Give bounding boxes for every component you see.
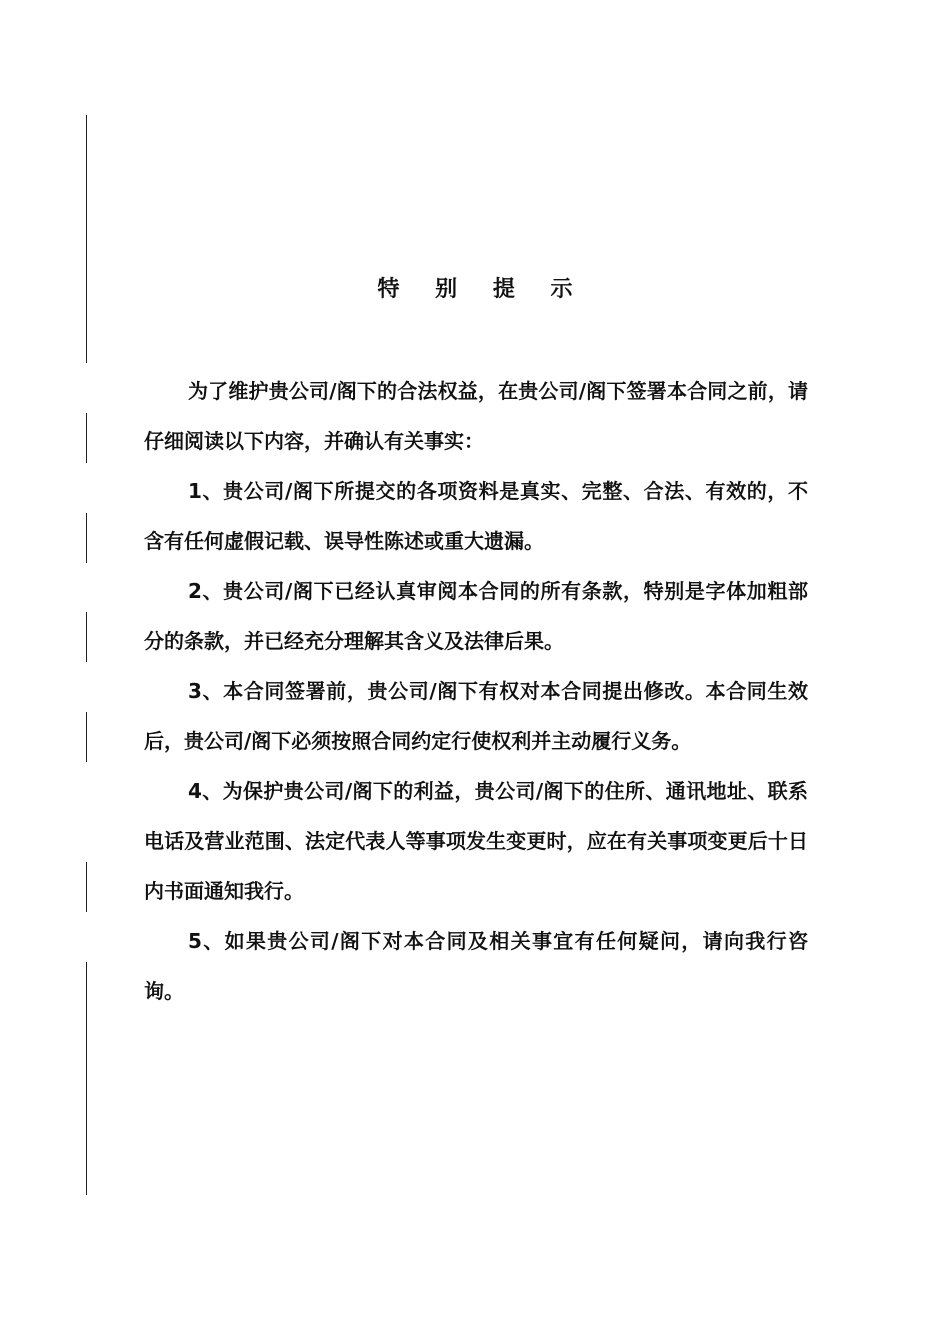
margin-line-3: [86, 513, 87, 563]
margin-line-6: [86, 862, 87, 912]
margin-line-4: [86, 612, 87, 662]
clause-4: 4、为保护贵公司/阁下的利益，贵公司/阁下的住所、通讯地址、联系电话及营业范围、法定代表人等事项发生变更时，应在有关事项变更后十日内书面通知我行。: [144, 779, 808, 903]
margin-line-1: [86, 115, 87, 363]
clause-2: 2、贵公司/阁下已经认真审阅本合同的所有条款，特别是字体加粗部分的条款，并已经充分理解其含义及法律后果。: [144, 579, 808, 653]
document-title: 特 别 提 示: [377, 277, 587, 302]
document-body: [144, 366, 808, 1016]
margin-line-7: [86, 962, 87, 1195]
intro-paragraph: 为了维护贵公司/阁下的合法权益，在贵公司/阁下签署本合同之前，请仔细阅读以下内容，并确认有关事实：: [144, 379, 808, 453]
clause-1: 1、贵公司/阁下所提交的各项资料是真实、完整、合法、有效的，不含有任何虚假记载、误导性陈述或重大遗漏。: [144, 479, 808, 553]
clause-3: 3、本合同签署前，贵公司/阁下有权对本合同提出修改。本合同生效后，贵公司/阁下必须按照合同约定行使权利并主动履行义务。: [144, 679, 808, 753]
margin-line-5: [86, 712, 87, 762]
margin-line-2: [86, 413, 87, 463]
clause-5: 5、如果贵公司/阁下对本合同及相关事宜有任何疑问，请向我行咨询。: [144, 929, 808, 1003]
